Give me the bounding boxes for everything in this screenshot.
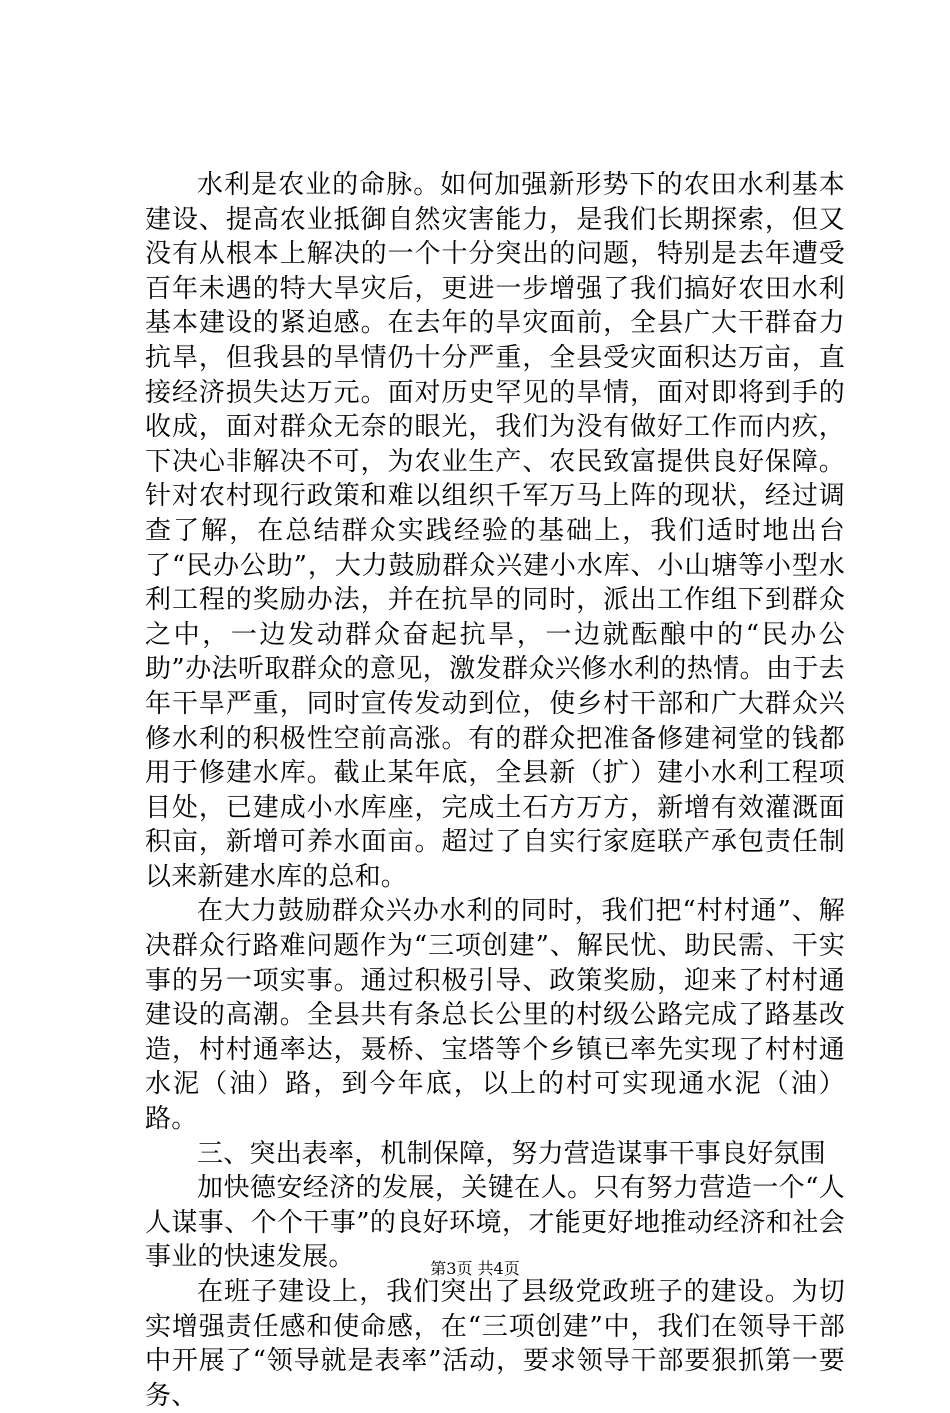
paragraph-leadership: 在班子建设上，我们突出了县级党政班子的建设。为切实增强责任感和使命感，在“三项创建”中，我们在领导干部中开展了“领导就是表率”活动，要求领导干部要狠抓第一要务、: [145, 1277, 845, 1411]
page-number-label: 第3页 共4页: [430, 1259, 520, 1278]
page-footer: [0, 1259, 950, 1279]
paragraph-people-key: 加快德安经济的发展，关键在人。只有努力营造一个“人人谋事、个个干事”的良好环境，才能更好地推动经济和社会事业的快速发展。: [145, 1173, 845, 1273]
document-body: [145, 168, 845, 1413]
section-heading-3: 三、突出表率，机制保障，努力营造谋事干事良好氛围: [197, 1138, 826, 1169]
paragraph-water-conservancy: 水利是农业的命脉。如何加强新形势下的农田水利基本建设、提高农业抵御自然灾害能力，是我们长期探索，但又没有从根本上解决的一个十分突出的问题，特别是去年遭受百年未遇的特大旱灾后，更进一步增强了我们搞好农田水利基本建设的紧迫感。在去年的旱灾面前，全县广大干群奋力抗旱，但我县的旱情仍十分严重，全县受灾面积达万亩，直接经济损失达万元。面对历史罕见的旱情，面对即将到手的收成，面对群众无奈的眼光，我们为没有做好工作而内疚，下决心非解决不可，为农业生产、农民致富提供良好保障。针对农村现行政策和难以组织千军万马上阵的现状，经过调查了解，在总结群众实践经验的基础上，我们适时地出台了“民办公助”，大力鼓励群众兴建小水库、小山塘等小型水利工程的奖励办法，并在抗旱的同时，派出工作组下到群众之中，一边发动群众奋起抗旱，一边就酝酿中的“民办公助”办法听取群众的意见，激发群众兴修水利的热情。由于去年干旱严重，同时宣传发动到位，使乡村干部和广大群众兴修水利的积极性空前高涨。有的群众把准备修建祠堂的钱都用于修建水库。截止某年底，全县新（扩）建小水利工程项目处，已建成小水库座，完成土石方万方，新增有效灌溉面积亩，新增可养水面亩。超过了自实行家庭联产承包责任制以来新建水库的总和。: [145, 170, 845, 892]
paragraph-village-roads: 在大力鼓励群众兴办水利的同时，我们把“村村通”、解决群众行路难问题作为“三项创建”、解民忧、助民需、干实事的另一项实事。通过积极引导、政策奖励，迎来了村村通建设的高潮。全县共有条总长公里的村级公路完成了路基改造，村村通率达，聂桥、宝塔等个乡镇已率先实现了村村通水泥（油）路，到今年底，以上的村可实现通水泥（油）路。: [145, 896, 845, 1135]
